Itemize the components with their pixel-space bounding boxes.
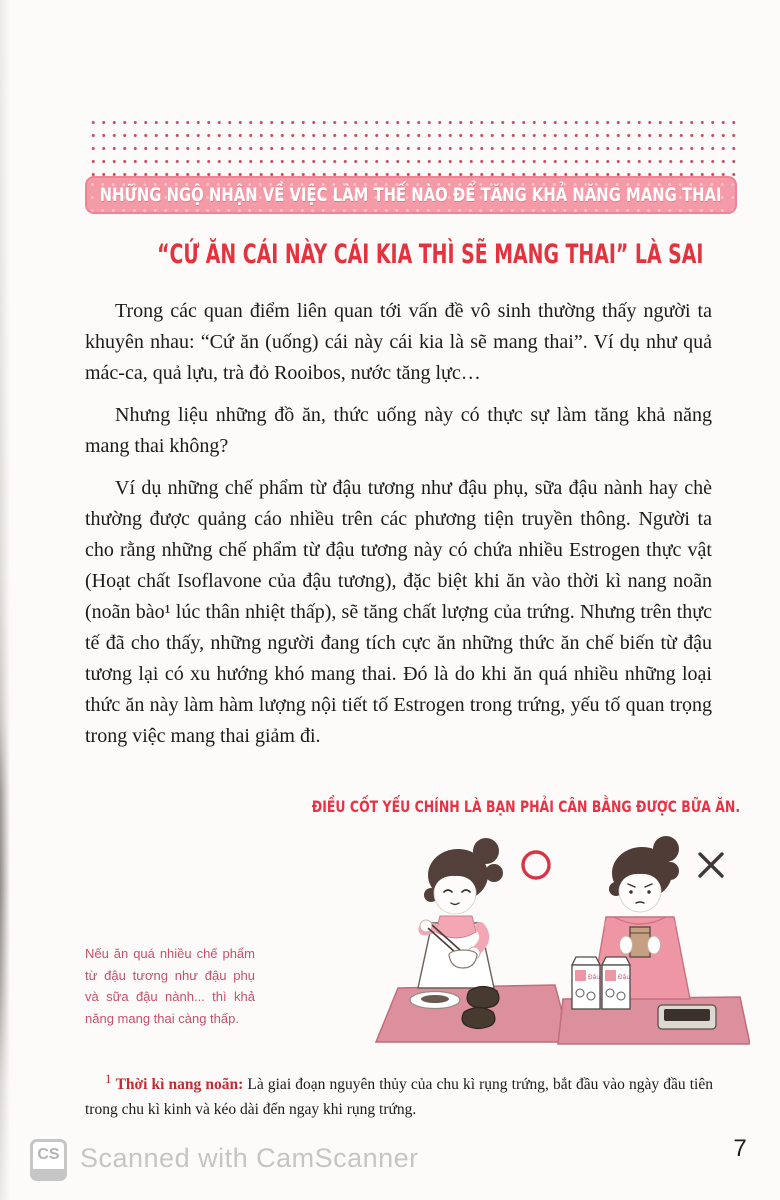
good-mark-icon <box>523 852 549 878</box>
soy-milk-carton <box>572 957 600 1009</box>
scan-shadow-edge <box>0 0 10 1200</box>
soy-milk-carton <box>602 957 630 1009</box>
dot-pattern <box>88 116 742 178</box>
girl-balanced-meal <box>418 838 503 988</box>
dark-bowl <box>462 1008 495 1029</box>
camscanner-watermark: Scanned with CamScanner <box>80 1143 419 1173</box>
tofu-tray <box>658 1005 716 1029</box>
illustration-caption: ĐIỀU CỐT YẾU CHÍNH LÀ BẠN PHẢI CÂN BẰNG ĐƯỢC BỮA ĂN. <box>311 797 740 816</box>
paragraph: Ví dụ những chế phẩm từ đậu tương như đậu phụ, sữa đậu nành hay chè thường được quảng cáo nhiều trên các phương tiện truyền thông. Người ta cho rằng những chế phẩm từ đậu tương này có chứa nhiều Estrogen thực vật (Hoạt chất Isoflavone của đậu tương), đặc biệt khi ăn vào thời kì nang noãn (noãn bào¹ lúc thân nhiệt thấp), sẽ tăng chất lượng của trứng. Nhưng trên thực tế đã cho thấy, những người đang tích cực ăn những thức ăn chế biến từ đậu tương lại có xu hướng khó mang thai. Đó là do khi ăn quá nhiều những loại thức ăn này làm hàm lượng nội tiết tố Estrogen trong trứng, yếu tố quan trọng trong việc mang thai giảm đi. <box>85 477 712 747</box>
soy-drink-cup <box>630 927 650 957</box>
side-note: Nếu ăn quá nhiều chế phẩm từ đậu tương như đậu phụ và sữa đậu nành... thì khả năng mang thai càng thấp. <box>85 946 255 1026</box>
scene-soy-products <box>558 836 750 1044</box>
dark-bowl <box>467 987 499 1009</box>
fish-on-plate <box>421 995 449 1003</box>
illustration <box>374 833 750 1047</box>
chapter-banner-title: NHỮNG NGỘ NHẬN VỀ VIỆC LÀM THẾ NÀO ĐỂ TĂNG KHẢ NĂNG MANG THAI <box>100 184 722 206</box>
body-text <box>85 296 712 763</box>
footnote-term: Thời kì nang noãn: <box>115 1076 244 1094</box>
scene-balanced-meal <box>376 838 570 1042</box>
svg-text:Đậu: Đậu <box>618 974 631 981</box>
camscanner-logo-icon: CS <box>30 1139 67 1181</box>
bad-mark-icon <box>700 854 722 876</box>
paragraph: Trong các quan điểm liên quan tới vấn đề vô sinh thường thấy người ta khuyên nhau: “Cứ ăn (uống) cái này cái kia là sẽ mang thai”. Ví dụ như quả mác-ca, quả lựu, trà đỏ Rooibos, nước tăng lực… <box>85 300 712 384</box>
chapter-banner <box>85 176 737 214</box>
paragraph: Nhưng liệu những đồ ăn, thức uống này có thực sự làm tăng khả năng mang thai không? <box>85 404 712 457</box>
footnote <box>85 1066 713 1122</box>
page-number: 7 <box>733 1135 747 1162</box>
footnote-marker: 1 <box>105 1071 112 1086</box>
svg-text:Đậu: Đậu <box>588 974 601 981</box>
footnote-definition: Là giai đoạn nguyên thủy của chu kì rụng trứng, bắt đầu vào ngày đầu tiên trong chu kì kinh và kéo dài đến ngay khi rụng trứng. <box>85 1076 713 1119</box>
section-headline: “CỨ ĂN CÁI NÀY CÁI KIA THÌ SẼ MANG THAI” LÀ SAI <box>157 239 704 270</box>
